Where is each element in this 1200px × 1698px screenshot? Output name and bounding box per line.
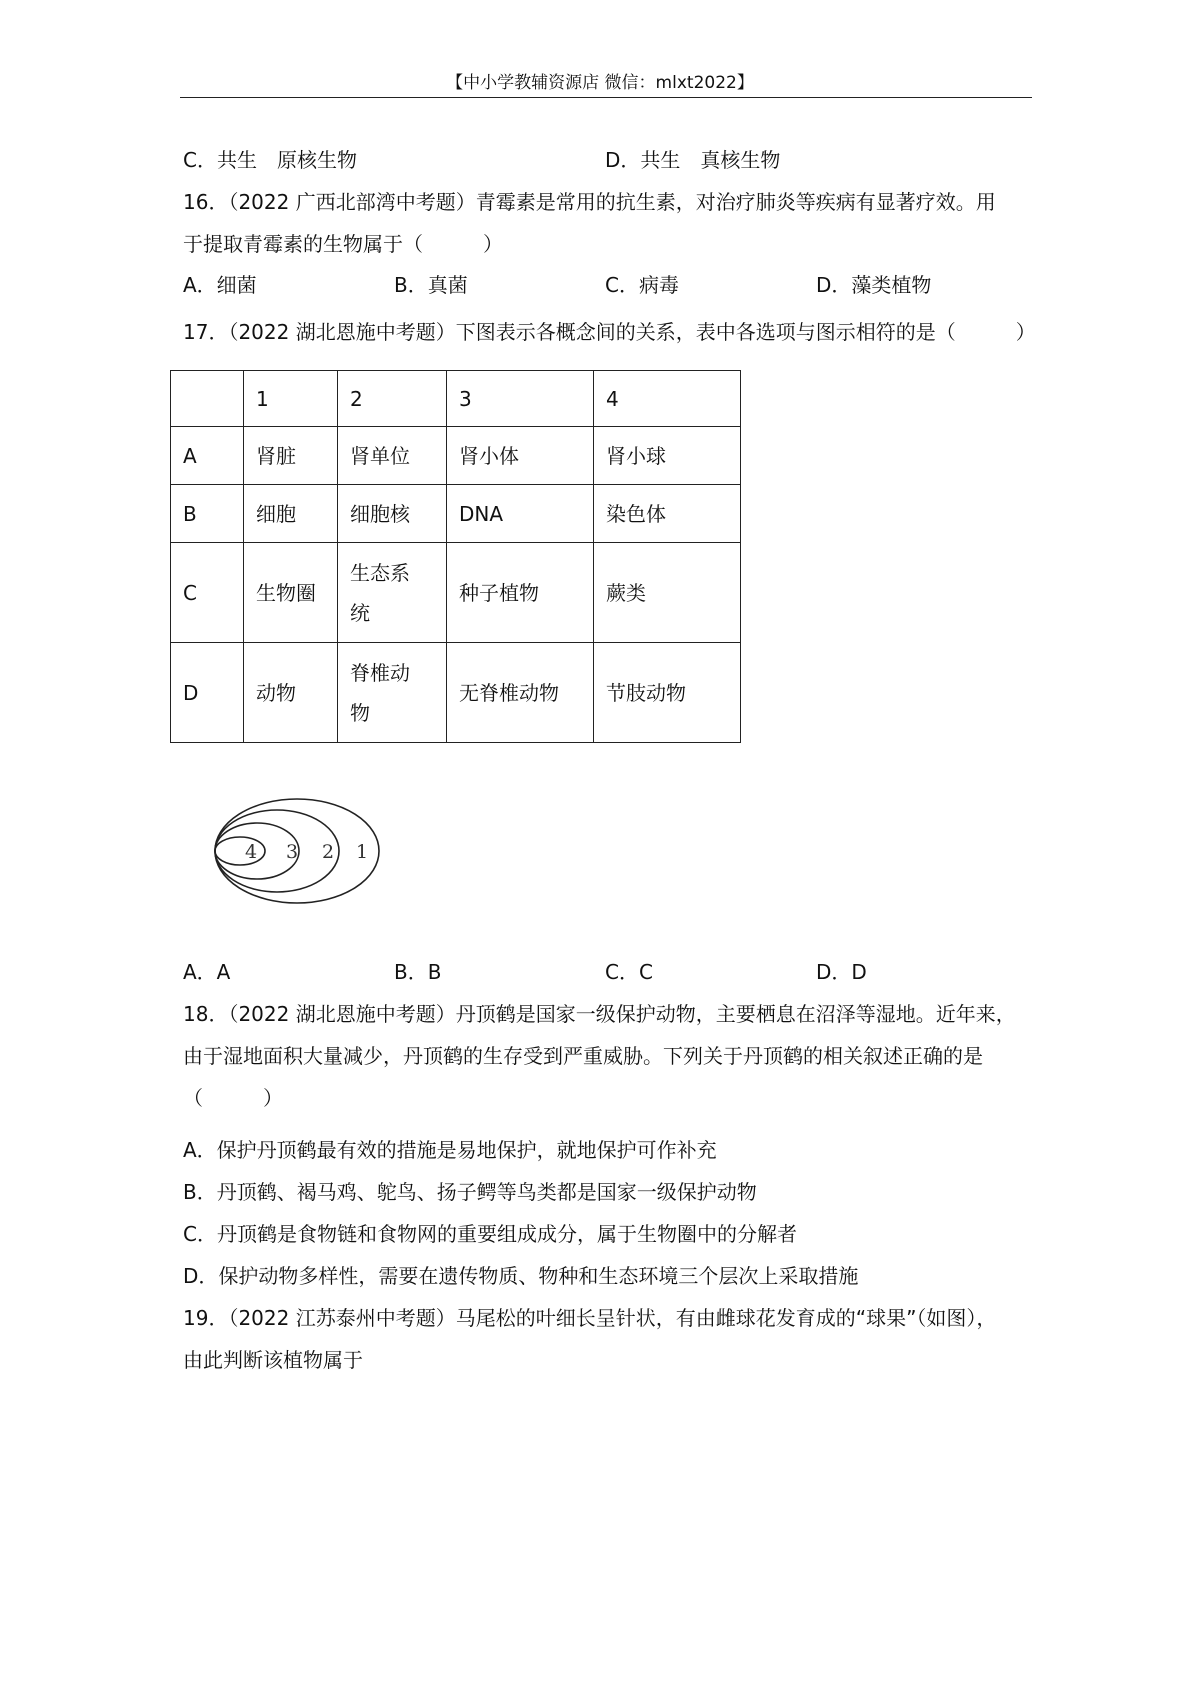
q16-option-d: D．藻类植物: [816, 273, 932, 297]
q17-table: [170, 370, 741, 743]
q19-stem-line2: 由此判断该植物属于: [183, 1348, 363, 1372]
header-divider: [180, 97, 1032, 98]
table-cell: 肾小球: [594, 427, 741, 485]
q18-option-c: C．丹顶鹤是食物链和食物网的重要组成成分，属于生物圈中的分解者: [183, 1222, 797, 1246]
table-header-cell: 4: [594, 371, 741, 427]
q17-stem: 17．（2022 湖北恩施中考题）下图表示各概念间的关系，表中各选项与图示相符的是（ ）: [183, 320, 1036, 344]
table-cell: 染色体: [594, 485, 741, 543]
diagram-ellipse-2: [215, 810, 339, 892]
table-cell-line: 统: [350, 600, 370, 625]
q18-stem-line2: 由于湿地面积大量减少，丹顶鹤的生存受到严重威胁。下列关于丹顶鹤的相关叙述正确的是: [183, 1044, 983, 1068]
q16-option-b: B．真菌: [394, 273, 468, 297]
table-cell-line: 物: [350, 700, 370, 725]
table-cell: 肾小体: [447, 427, 594, 485]
table-cell: B: [171, 485, 244, 543]
table-cell: A: [171, 427, 244, 485]
table-header-cell: 2: [338, 371, 447, 427]
q18-stem-line1: 18．（2022 湖北恩施中考题）丹顶鹤是国家一级保护动物，主要栖息在沼泽等湿地。近年来，: [183, 1002, 1016, 1026]
table-header-row: [171, 371, 741, 427]
table-cell: 种子植物: [447, 543, 594, 643]
q19-stem-line1: 19．（2022 江苏泰州中考题）马尾松的叶细长呈针状，有由雌球花发育成的“球果”（如图），: [183, 1306, 997, 1330]
diagram-ellipse-4: [215, 837, 265, 865]
table-cell-line: 生态系: [350, 560, 410, 585]
q17-option-a: A．A: [183, 960, 231, 984]
table-row: [171, 427, 741, 485]
table-header-cell: [171, 371, 244, 427]
diagram-label-3: 3: [285, 841, 299, 863]
table-cell: C: [171, 543, 244, 643]
table-row: [171, 643, 741, 743]
diagram-label-2: 2: [321, 841, 335, 863]
table-cell-line: 脊椎动: [350, 660, 410, 685]
q16-option-a: A．细菌: [183, 273, 257, 297]
q18-stem-line3: （ ）: [183, 1086, 283, 1110]
table-cell: 无脊椎动物: [447, 643, 594, 743]
q18-option-b: B．丹顶鹤、褐马鸡、鸵鸟、扬子鳄等鸟类都是国家一级保护动物: [183, 1180, 757, 1204]
q18-option-d: D．保护动物多样性，需要在遗传物质、物种和生态环境三个层次上采取措施: [183, 1264, 859, 1288]
q18-option-a: A．保护丹顶鹤最有效的措施是易地保护，就地保护可作补充: [183, 1138, 717, 1162]
table-cell: [338, 543, 447, 643]
table-header-cell: 3: [447, 371, 594, 427]
table-row: [171, 485, 741, 543]
table-cell: D: [171, 643, 244, 743]
page-header: 【中小学教辅资源店 微信：mlxt2022】: [446, 73, 754, 93]
q17-option-d: D．D: [816, 960, 867, 984]
table-row: [171, 543, 741, 643]
q16-option-c: C．病毒: [605, 273, 679, 297]
q17-option-c: C．C: [605, 960, 653, 984]
diagram-label-1: 1: [355, 841, 369, 863]
table-cell: 肾单位: [338, 427, 447, 485]
q15-option-c: C．共生 原核生物: [183, 148, 357, 172]
nested-concept-diagram: [213, 796, 383, 906]
table-cell: DNA: [447, 485, 594, 543]
q16-stem-line2: 于提取青霉素的生物属于（ ）: [183, 232, 503, 256]
q17-option-b: B．B: [394, 960, 442, 984]
table-cell: [338, 643, 447, 743]
diagram-label-4: 4: [244, 841, 258, 863]
table-cell: 动物: [244, 643, 338, 743]
table-cell: 节肢动物: [594, 643, 741, 743]
table-cell: 细胞核: [338, 485, 447, 543]
q15-option-d: D．共生 真核生物: [605, 148, 781, 172]
table-cell: 细胞: [244, 485, 338, 543]
table-header-cell: 1: [244, 371, 338, 427]
q16-stem-line1: 16．（2022 广西北部湾中考题）青霉素是常用的抗生素，对治疗肺炎等疾病有显著疗效。用: [183, 190, 996, 214]
table-cell: 生物圈: [244, 543, 338, 643]
table-cell: 蕨类: [594, 543, 741, 643]
table-cell: 肾脏: [244, 427, 338, 485]
